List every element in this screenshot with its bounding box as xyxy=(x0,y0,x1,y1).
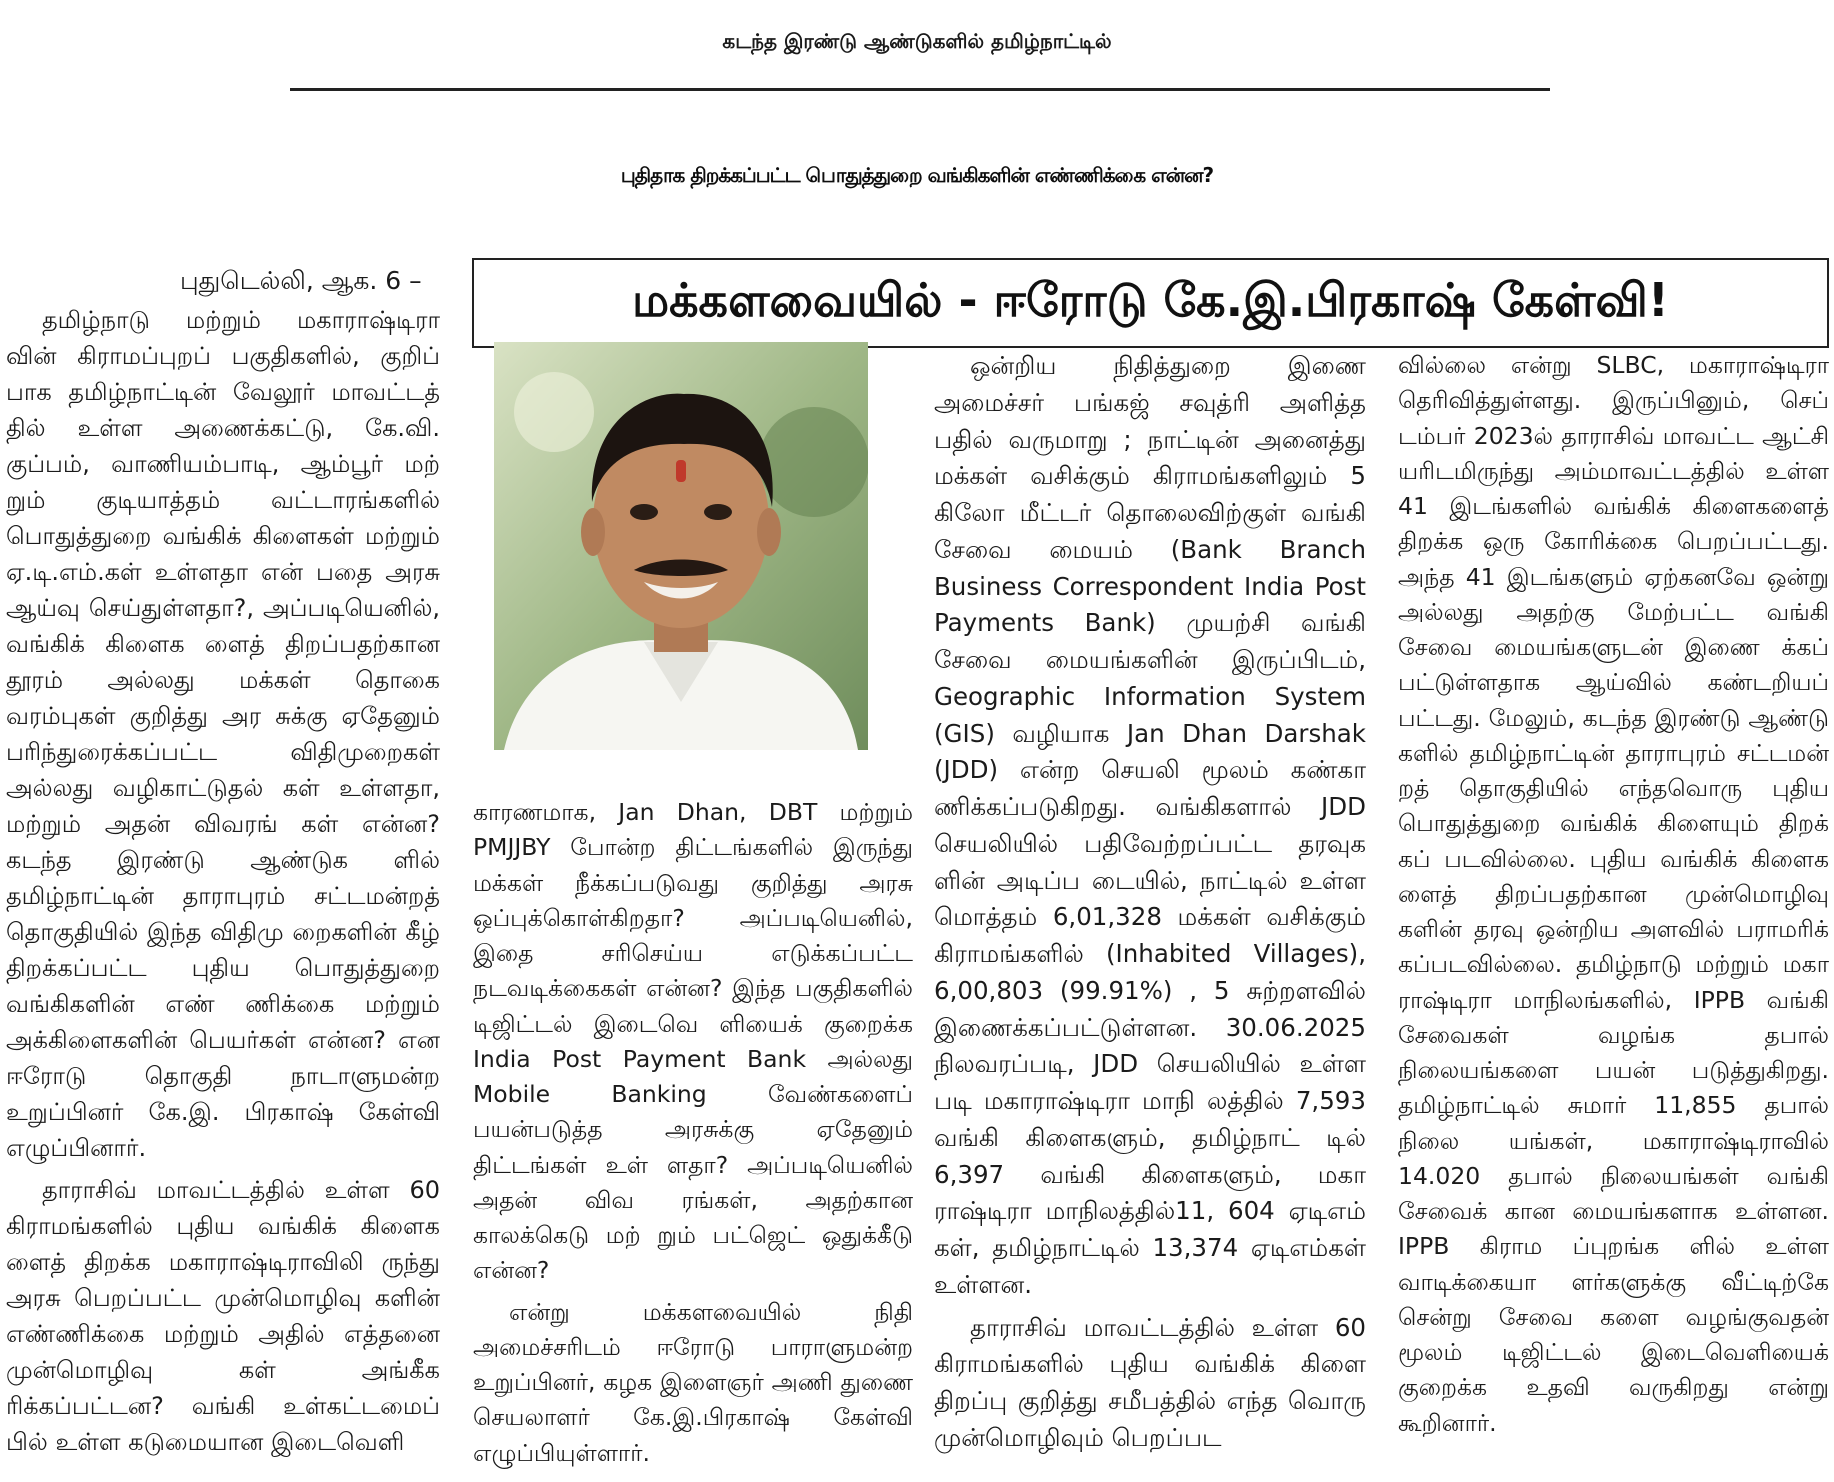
column3-paragraph: தாராசிவ் மாவட்டத்தில் உள்ள 60 கிராமங்களில் புதிய வங்கிக் கிளை திறப்பு குறித்து சமீபத்தில் எந்த வொரு முன்மொழிவும் பெறப்பட xyxy=(934,1312,1366,1452)
column1-paragraph: தாராசிவ் மாவட்டத்தில் உள்ள 60 கிராமங்களில் புதிய வங்கிக் கிளைக ளைத் திறக்க மகாராஷ்டிராவிலி ருந்து அரசு பெறப்பட்ட முன்மொழிவு களின் எண்ணிக்கை மற்றும் அதில் எத்தனை முன்மொழிவு கள் அங்கீக ரிக்கப்பட்டன? வங்கி உள்கட்டமைப் பில் உள்ள கடுமையான இடைவெளி xyxy=(6,1176,440,1456)
article-column-3 xyxy=(934,348,1366,1457)
column1-paragraph: தமிழ்நாடு மற்றும் மகாராஷ்டிரா வின் கிராமப்புறப் பகுதிகளில், குறிப் பாக தமிழ்நாட்டின் வேலூர் மாவட்டத் தில் உள்ள அணைக்கட்டு, கே.வி. குப்பம், வாணியம்பாடி, ஆம்பூர் மற் றும் குடியாத்தம் வட்டாரங்களில் பொதுத்துறை வங்கிக் கிளைகள் மற்றும் ஏ.டி.எம்.கள் உள்ளதா என் பதை அரசு ஆய்வு செய்துள்ளதா?, அப்படியெனில், வங்கிக் கிளைக ளைத் திறப்பதற்கான தூரம் அல்லது மக்கள் தொகை வரம்புகள் குறித்து அர சுக்கு ஏதேனும் பரிந்துரைக்கப்பட்ட விதிமுறைகள் அல்லது வழிகாட்டுதல் கள் உள்ளதா, மற்றும் அதன் விவரங் கள் என்ன? கடந்த இரண்டு ஆண்டுக ளில் தமிழ்நாட்டின் தாராபுரம் சட்டமன்றத் தொகுதியில் இந்த விதிமு றைகளின் கீழ் திறக்கப்பட்ட புதிய பொதுத்துறை வங்கிகளின் எண் ணிக்கை மற்றும் அக்கிளைகளின் பெயர்கள் என்ன? என ஈரோடு தொகுதி நாடாளுமன்ற உறுப்பினர் கே.இ. பிரகாஷ் கேள்வி எழுப்பினார். xyxy=(6,306,440,1162)
kicker-headline: கடந்த இரண்டு ஆண்டுகளில் தமிழ்நாட்டில் xyxy=(722,29,1112,53)
subheadline-box xyxy=(472,258,1829,348)
article-column-4 xyxy=(1398,348,1829,1441)
main-headline: புதிதாக திறக்கப்பட்ட பொதுத்துறை வங்கிகளின் எண்ணிக்கை என்ன? xyxy=(620,163,1214,187)
column3-paragraph: ஒன்றிய நிதித்துறை இணை அமைச்சர் பங்கஜ் சவுத்ரி அளித்த பதில் வருமாறு ; நாட்டின் அனைத்து மக்கள் வசிக்கும் கிராமங்களிலும் 5 கிலோ மீட்டர் தொலைவிற்குள் வங்கி சேவை மையம் (Bank Branch Business Correspondent India Post Payments Bank) முயற்சி வங்கி சேவை மையங்களின் இருப்பிடம், Geographic Information System (GIS) வழியாக Jan Dhan Darshak (JDD) என்ற செயலி மூலம் கண்கா ணிக்கப்படுகிறது. வங்கிகளால் JDD செயலியில் பதிவேற்றப்பட்ட தரவுக ளின் அடிப்ப டையில், நாட்டில் உள்ள மொத்தம் 6,01,328 மக்கள் வசிக்கும் கிராமங்களில் (Inhabited Villages), 6,00,803 (99.91%) , 5 சுற்றளவில் இணைக்கப்பட்டுள்ளன. 30.06.2025 நிலவரப்படி, JDD செயலியில் உள்ள படி மகாராஷ்டிரா மாநி லத்தில் 7,593 வங்கி கிளைகளும், தமிழ்நாட் டில் 6,397 வங்கி கிளைகளும், மகா ராஷ்டிரா மாநிலத்தில்11, 604 ஏடிஎம் கள், தமிழ்நாட்டில் 13,374 ஏடிஎம்கள் உள்ளன. xyxy=(934,351,1366,1299)
kicker-underline xyxy=(290,88,1550,91)
column4-paragraph: வில்லை என்று SLBC, மகாராஷ்டிரா தெரிவித்துள்ளது. இருப்பினும், செப் டம்பர் 2023ல் தாராசிவ் மாவட்ட ஆட்சி யரிடமிருந்து அம்மாவட்டத்தில் உள்ள 41 இடங்களில் வங்கிக் கிளைகளைத் திறக்க ஒரு கோரிக்கை பெறப்பட்டது. அந்த 41 இடங்களும் ஏற்கனவே ஒன்று அல்லது அதற்கு மேற்பட்ட வங்கி சேவை மையங்களுடன் இணை க்கப் பட்டுள்ளதாக ஆய்வில் கண்டறியப் பட்டது. மேலும், கடந்த இரண்டு ஆண்டு களில் தமிழ்நாட்டின் தாராபுரம் சட்டமன் றத் தொகுதியில் எந்தவொரு புதிய பொதுத்துறை வங்கிக் கிளையும் திறக் கப் படவில்லை. புதிய வங்கிக் கிளைக ளைத் திறப்பதற்கான முன்மொழிவு களின் தரவு ஒன்றிய அளவில் பராமரிக் கப்படவில்லை. தமிழ்நாடு மற்றும் மகா ராஷ்டிரா மாநிலங்களில், IPPB வங்கி சேவைகள் வழங்க தபால் நிலையங்களை பயன் படுத்துகிறது. தமிழ்நாட்டில் சுமார் 11,855 தபால் நிலை யங்கள், மகாராஷ்டிராவில் 14.020 தபால் நிலையங்கள் வங்கி சேவைக் கான மையங்களாக உள்ளன. IPPB கிராம ப்புறங்க ளில் உள்ள வாடிக்கையா ளர்களுக்கு வீட்டிற்கே சென்று சேவை களை வழங்குவதன் மூலம் டிஜிட்டல் இடைவெளியைக் குறைக்க உதவி வருகிறது என்று கூறினார். xyxy=(1398,351,1829,1437)
column2-paragraph: என்று மக்களவையில் நிதி அமைச்சரிடம் ஈரோடு பாராளுமன்ற உறுப்பினர், கழக இளைஞர் அணி துணை செயலாளர் கே.இ.பிரகாஷ் கேள்வி எழுப்பியுள்ளார். xyxy=(473,1297,913,1467)
column2-paragraph: காரணமாக, Jan Dhan, DBT மற்றும் PMJJBY போன்ற திட்டங்களில் இருந்து மக்கள் நீக்கப்படுவது குறித்து அரசு ஒப்புக்கொள்கிறதா? அப்படியெனில், இதை சரிசெய்ய எடுக்கப்பட்ட நடவடிக்கைகள் என்ன? இந்த பகுதிகளில் டிஜிட்டல் இடைவெ ளியைக் குறைக்க India Post Payment Bank அல்லது Mobile Banking வேண்களைப் பயன்படுத்த அரசுக்கு ஏதேனும் திட்டங்கள் உள் ளதா? அப்படியெனில் அதன் விவ ரங்கள், அதற்கான காலக்கெடு மற் றும் பட்ஜெட் ஒதுக்கீடு என்ன? xyxy=(473,798,913,1285)
article-column-1 xyxy=(6,302,440,1460)
portrait-photo xyxy=(494,342,868,750)
dateline: புதுடெல்லி, ஆக. 6 – xyxy=(180,266,422,295)
article-column-2 xyxy=(473,795,913,1471)
portrait-illustration xyxy=(494,342,868,750)
subheadline: மக்களவையில் - ஈரோடு கே.இ.பிரகாஷ் கேள்வி! xyxy=(632,272,1669,327)
